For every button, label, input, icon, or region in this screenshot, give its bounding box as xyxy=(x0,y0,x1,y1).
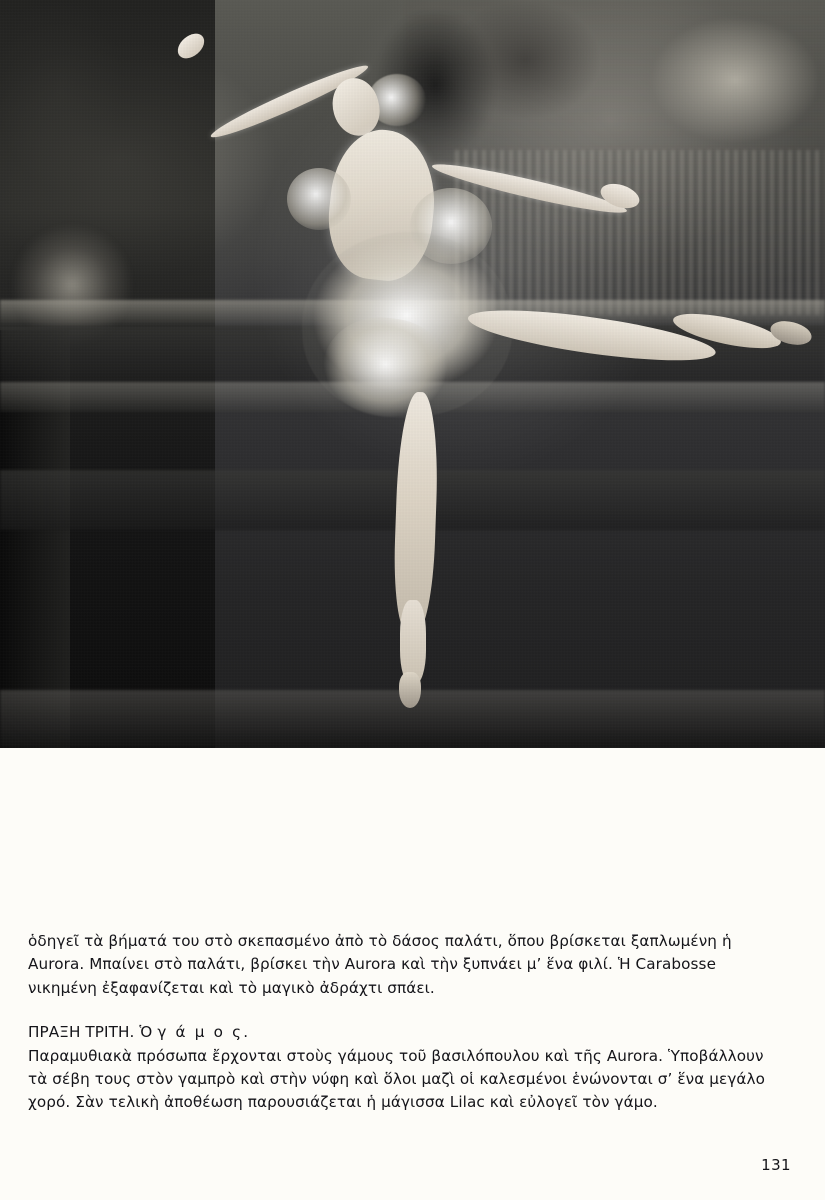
act-three-heading-subject: γ ά μ ο ς. xyxy=(157,1023,251,1042)
act-three-heading-main: ΠΡΑΞΗ ΤΡΙΤΗ. Ὁ xyxy=(28,1023,153,1042)
page-text-body xyxy=(28,930,784,1115)
raised-hand xyxy=(173,29,209,64)
left-sleeve xyxy=(287,168,351,230)
paragraph-act-three: Παραμυθιακὰ πρόσωπα ἔρχονται στοὺς γάμους τοῦ βασιλόπουλου καὶ τῆς Aurora. Ὑποβάλλουν τὰ σέβη τους στὸν γαμπρὸ καὶ στὴν νύφη καὶ ὅλοι μαζὶ οἱ καλεσμένοι ἑνώνονται σ’ ἕνα μεγάλο χορό. Σὰν τελικὴ ἀποθέωση παρουσιάζεται ἡ μάγισσα Lilac καὶ εὐλογεῖ τὸν γάμο. xyxy=(28,1046,766,1112)
act-three-heading xyxy=(28,1021,784,1044)
supporting-pointe-shoe xyxy=(399,672,421,708)
paragraph-act-two-continued: ὁδηγεῖ τὰ βήματά του στὸ σκεπασμένο ἀπὸ τὸ δάσος παλάτι, ὅπου βρίσκεται ξαπλωμένη ἡ Aurora. Μπαίνει στὸ παλάτι, βρίσκει τὴν Aurora καὶ τὴν ξυπνάει μ’ ἕνα φιλί. Ἡ Carabosse νικημένη ἐξαφανίζεται καὶ τὸ μαγικὸ ἀδράχτι σπάει. xyxy=(28,932,732,997)
act-three-block xyxy=(28,1021,784,1115)
page-number: 131 xyxy=(761,1156,791,1174)
